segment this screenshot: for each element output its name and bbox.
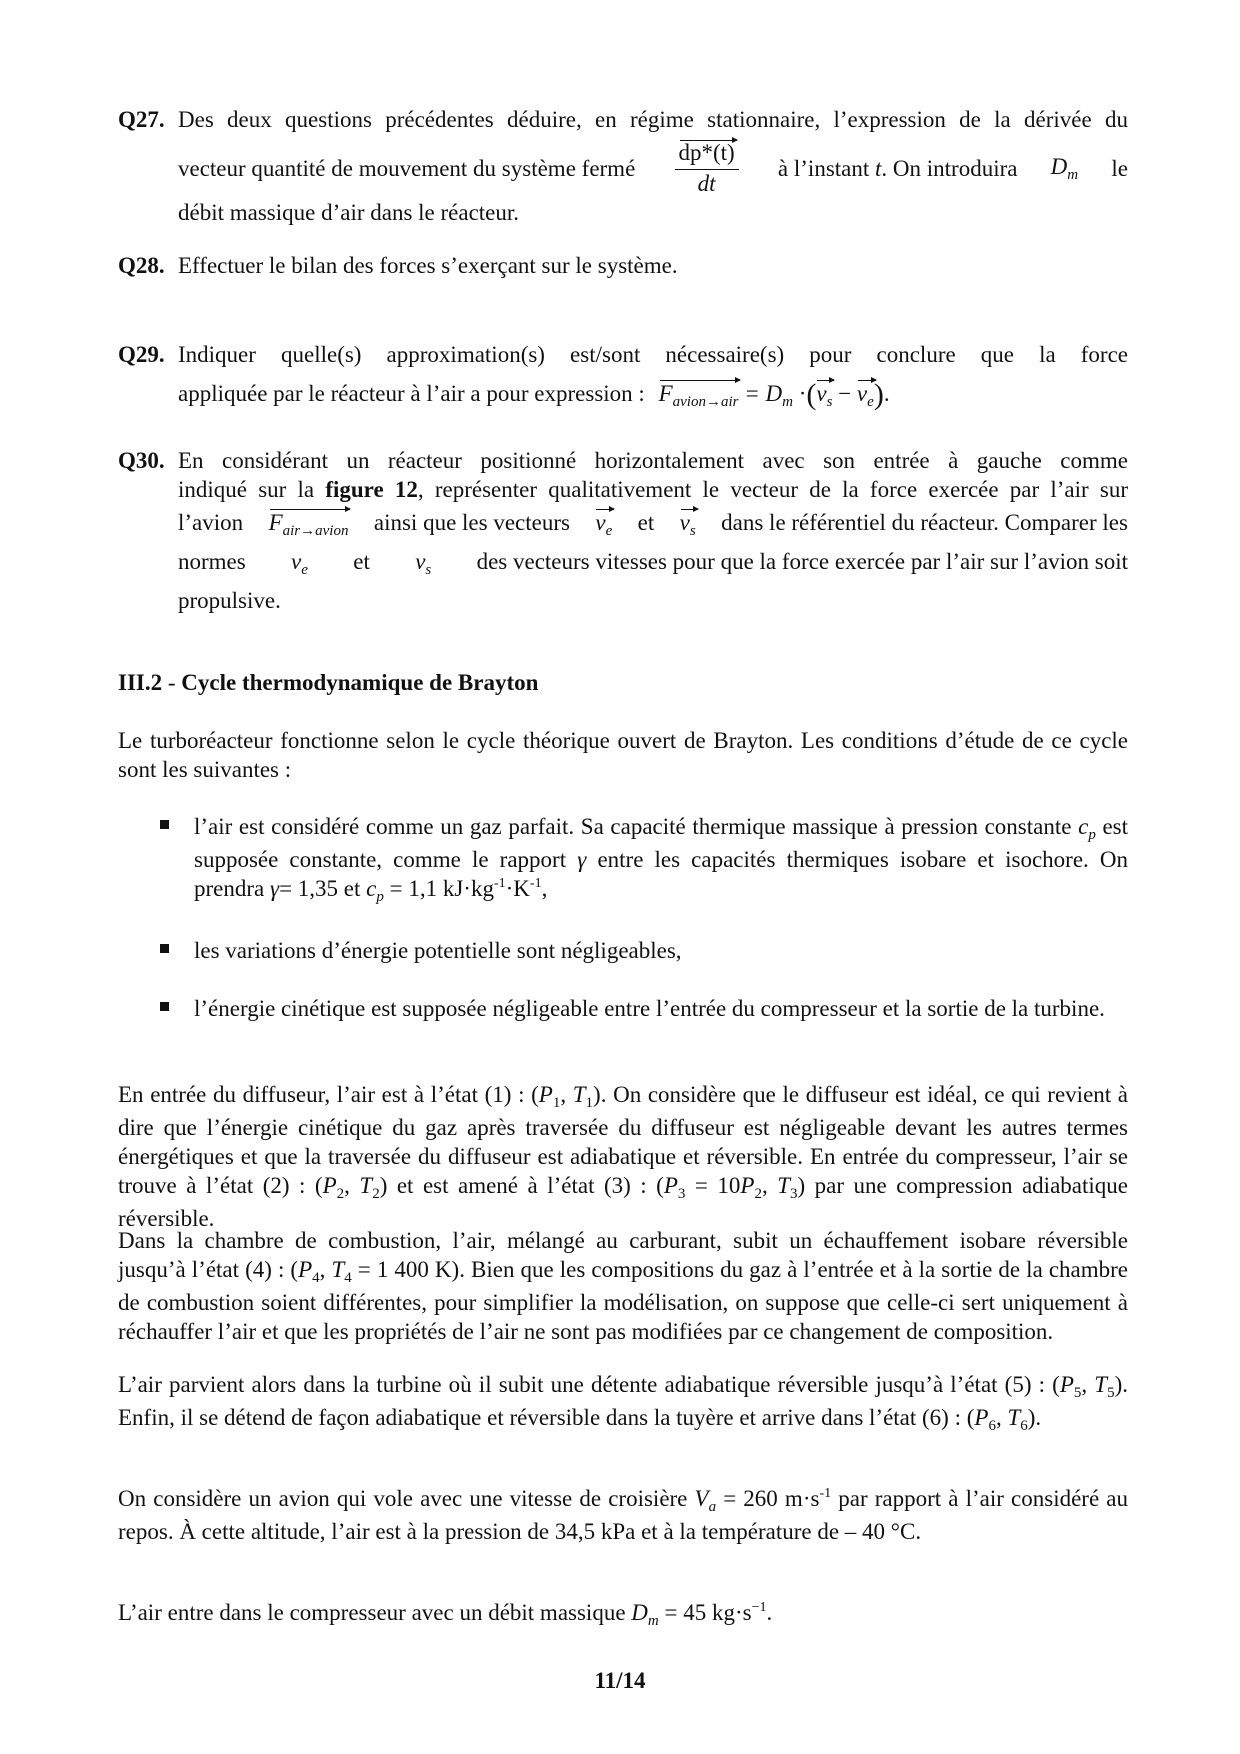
subscript: 1 <box>552 1095 561 1111</box>
paragraph-text: par rapport à l’air considéré au repos. À cette altitude, l’air est à la pression de 34,5 kPa et à la température de – 40 °C. <box>118 1486 1128 1544</box>
q27-text: . On introduira <box>881 155 1018 181</box>
time-variable: t <box>875 155 882 181</box>
q30-text: des vecteurs vitesses pour que la force exercée par l’air sur l’avion soit <box>476 549 1128 574</box>
paragraph-text: ) par une compression adiabatique réversible. <box>118 1173 1128 1231</box>
q30-text: et <box>353 549 370 574</box>
q30-text: normes <box>178 549 246 574</box>
page-number: 11/14 <box>594 1668 646 1693</box>
fraction-denominator: dt <box>697 170 716 196</box>
subscript: p <box>1088 827 1096 843</box>
force-symbol: F <box>268 510 283 535</box>
bullet-text: les variations d’énergie potentielle sont négligeables, <box>194 938 682 963</box>
subscript: s <box>826 394 833 410</box>
bullet-icon <box>160 944 169 953</box>
temperature-symbol: T <box>777 1173 790 1198</box>
q30-line3 <box>178 508 1128 541</box>
paragraph-text: . <box>766 1600 773 1625</box>
subscript: m <box>782 394 793 410</box>
q27-line1: Des deux questions précédentes déduire, en régime stationnaire, l’expression de la dérivée du <box>178 107 1128 132</box>
paragraph-text: = 260 m·s <box>723 1486 820 1511</box>
subscript: m <box>1067 166 1079 183</box>
velocity-symbol: v <box>856 381 868 406</box>
paragraph-text: = 1 400 K). Bien que les compositions du gaz à l’entrée et à la sortie de la chambre de combustion soient différentes, pour simplifier la modélisation, on suppose que celle-ci sert uniquement à réchauffer l’air et que les propriétés de l’air ne sont pas modifiées par ce changement de composition. <box>118 1257 1129 1344</box>
pressure-symbol: P <box>298 1257 313 1282</box>
velocity-symbol: v <box>679 510 690 535</box>
question-27 <box>118 105 1128 227</box>
list-item <box>160 994 1128 1023</box>
paragraph-text: ) et est amené à l’état (3) : ( <box>379 1173 664 1198</box>
comma: , <box>995 1405 1008 1430</box>
temperature-symbol: T <box>1007 1405 1021 1430</box>
question-28 <box>118 251 1128 280</box>
comma: , <box>344 1173 360 1198</box>
q27-text: vecteur quantité de mouvement du système fermé <box>178 155 636 181</box>
q30-line2 <box>178 475 1128 504</box>
q30-text: l’avion <box>178 510 244 535</box>
fraction-numerator: dp*(t) <box>678 139 735 165</box>
mass-flow-symbol: D <box>1050 153 1068 179</box>
comma: , <box>319 1257 332 1282</box>
list-item <box>160 936 1128 965</box>
period: . <box>883 381 890 406</box>
aircraft-paragraph <box>118 1484 1128 1546</box>
subscript: 2 <box>336 1186 345 1202</box>
superscript: -1 <box>493 876 506 891</box>
comma: , <box>1081 1372 1095 1397</box>
pressure-symbol: P <box>740 1173 755 1198</box>
q30-line4 <box>178 547 1128 580</box>
paragraph-text: = 10 <box>685 1173 741 1198</box>
force-symbol: F <box>658 381 673 406</box>
q28-text: Effectuer le bilan des forces s’exerçant sur le système. <box>178 253 678 278</box>
section-dash: - <box>162 670 182 695</box>
turbine-paragraph <box>118 1370 1128 1436</box>
subscript: air→avion <box>282 523 349 539</box>
velocity-norm: v <box>415 549 426 574</box>
paragraph-text: ). <box>1027 1405 1042 1430</box>
subscript: 3 <box>677 1186 686 1202</box>
subscript: 2 <box>372 1186 380 1202</box>
cp-symbol: c <box>366 876 377 901</box>
intro-paragraph: Le turboréacteur fonctionne selon le cycle théorique ouvert de Brayton. Les conditions d’étude de ce cycle sont les suivantes : <box>118 728 1128 782</box>
momentum-derivative-fraction <box>675 139 739 198</box>
bullet-text: ·K <box>505 876 530 901</box>
question-label: Q27. <box>118 107 165 132</box>
section-title: Cycle thermodynamique de Brayton <box>181 670 539 695</box>
pressure-symbol: P <box>322 1173 337 1198</box>
section-heading <box>118 668 538 697</box>
bullet-text: entre les capacités thermiques isobare et isochore. On prendra <box>194 847 1129 901</box>
bullet-text: , <box>541 876 548 901</box>
q30-text: indiqué sur la <box>178 477 315 502</box>
cp-symbol: c <box>1078 814 1089 839</box>
velocity-norm: v <box>291 549 302 574</box>
temperature-symbol: T <box>359 1173 373 1198</box>
subscript: 2 <box>754 1186 762 1202</box>
paragraph-text: L’air parvient alors dans la turbine où il subit une détente adiabatique réversible jusqu’à l’état (5) : ( <box>118 1372 1060 1397</box>
subscript: avion→air <box>672 394 739 410</box>
temperature-symbol: T <box>331 1257 345 1282</box>
q27-text: le <box>1111 155 1128 181</box>
paragraph-text: ). On considère que le diffuseur est idéal, ce qui revient à dire que l’énergie cinétique du gaz après traversée du diffuseur est négligeable devant les autres termes énergétiques et que la traversée du diffuseur est adiabatique et réversible. En entrée du compresseur, l’air se trouve à l’état (2) : ( <box>118 1082 1129 1198</box>
velocity-symbol: v <box>816 381 827 406</box>
q29-line1: Indiquer quelle(s) approximation(s) est/sont nécessaire(s) pour conclure que la force <box>178 342 1128 367</box>
subscript: e <box>605 523 613 539</box>
q30-line5: propulsive. <box>178 588 281 613</box>
q30-text: dans le référentiel du réacteur. Comparer les <box>721 510 1128 535</box>
q29-line2: appliquée par le réacteur à l’air a pour expression : $F_{avion\to air} = D_m \cdot(v_s - v_e)$. <box>178 378 890 411</box>
superscript: -1 <box>819 1486 832 1501</box>
figure-reference: figure 12 <box>325 477 418 502</box>
subscript: p <box>376 889 384 905</box>
subscript: 5 <box>1073 1385 1082 1401</box>
mass-flow-symbol: D <box>631 1600 648 1625</box>
temperature-symbol: T <box>572 1082 586 1107</box>
diffuser-paragraph <box>118 1080 1128 1233</box>
bullet-text: = 1,1 kJ·kg <box>389 876 494 901</box>
subscript: 4 <box>344 1270 352 1286</box>
paragraph-text: Dans la chambre de combustion, l’air, mélangé au carburant, subit un échauffement isobare réversible jusqu’à l’état (4) : ( <box>118 1228 1128 1282</box>
bullet-text: l’air est considéré comme un gaz parfait. Sa capacité thermique massique à pression constante <box>194 814 1072 839</box>
subscript: a <box>708 1499 717 1515</box>
equation-part: = D <box>744 381 783 406</box>
subscript: 4 <box>312 1270 320 1286</box>
q27-line3: débit massique d’air dans le réacteur. <box>178 200 520 225</box>
subscript: m <box>647 1613 659 1629</box>
comma: , <box>560 1082 573 1107</box>
subscript: 1 <box>585 1095 594 1111</box>
subscript: 5 <box>1107 1385 1115 1401</box>
subscript: 6 <box>988 1418 996 1434</box>
velocity-symbol: v <box>595 510 606 535</box>
question-30 <box>118 446 1128 615</box>
dot-operator: · <box>798 381 807 406</box>
question-label: Q30. <box>118 448 165 473</box>
subscript: s <box>689 523 696 539</box>
paragraph-text: En entrée du diffuseur, l’air est à l’état (1) : ( <box>118 1082 539 1107</box>
subscript: e <box>867 394 874 410</box>
subscript: e <box>301 562 308 578</box>
superscript: −1 <box>751 1600 767 1615</box>
question-label: Q29. <box>118 342 165 367</box>
q30-text: , représenter qualitativement le vecteur de la force exercée par l’air sur <box>417 477 1129 502</box>
gamma-symbol: γ <box>270 876 280 901</box>
superscript: -1 <box>529 876 542 891</box>
gamma-symbol: γ <box>577 847 587 872</box>
pressure-symbol: P <box>1059 1372 1074 1397</box>
q30-text: et <box>637 510 655 535</box>
combustion-paragraph <box>118 1226 1128 1346</box>
bullet-text: l’énergie cinétique est supposée négligeable entre l’entrée du compresseur et la sortie de la turbine. <box>194 996 1105 1021</box>
paragraph-text: ). Enfin, il se détend de façon adiabatique et réversible dans la tuyère et arrive dans l’état (6) : ( <box>118 1372 1129 1430</box>
q29-text: appliquée par le réacteur à l’air a pour expression : <box>178 381 645 406</box>
pressure-symbol: P <box>663 1173 678 1198</box>
paragraph-text: L’air entre dans le compresseur avec un débit massique <box>118 1600 626 1625</box>
mass-flow-paragraph <box>118 1598 1128 1631</box>
subscript: 6 <box>1020 1418 1028 1434</box>
pressure-symbol: P <box>974 1405 989 1430</box>
pressure-symbol: P <box>538 1082 553 1107</box>
subscript: 3 <box>789 1186 798 1202</box>
bullet-icon <box>160 1002 169 1011</box>
bullet-icon <box>160 820 169 829</box>
q30-line1: En considérant un réacteur positionné horizontalement avec son entrée à gauche comme <box>178 448 1128 473</box>
q27-text: à l’instant <box>777 155 870 181</box>
temperature-symbol: T <box>1094 1372 1108 1397</box>
paragraph-text: = 45 kg·s <box>664 1600 752 1625</box>
question-label: Q28. <box>118 253 165 278</box>
comma: , <box>761 1173 778 1198</box>
q27-line2 <box>178 138 1128 198</box>
bullet-text: est supposée constante, comme le rapport <box>194 814 1129 872</box>
minus-operator: − <box>838 381 852 406</box>
q30-text: ainsi que les vecteurs <box>373 510 570 535</box>
velocity-symbol: V <box>694 1486 709 1511</box>
subscript: s <box>425 562 432 578</box>
question-29 <box>118 340 1128 412</box>
bullet-text: = 1,35 et <box>279 876 361 901</box>
section-number: III.2 <box>118 670 163 695</box>
list-item <box>160 812 1128 907</box>
paragraph-text: On considère un avion qui vole avec une vitesse de croisière <box>118 1486 688 1511</box>
